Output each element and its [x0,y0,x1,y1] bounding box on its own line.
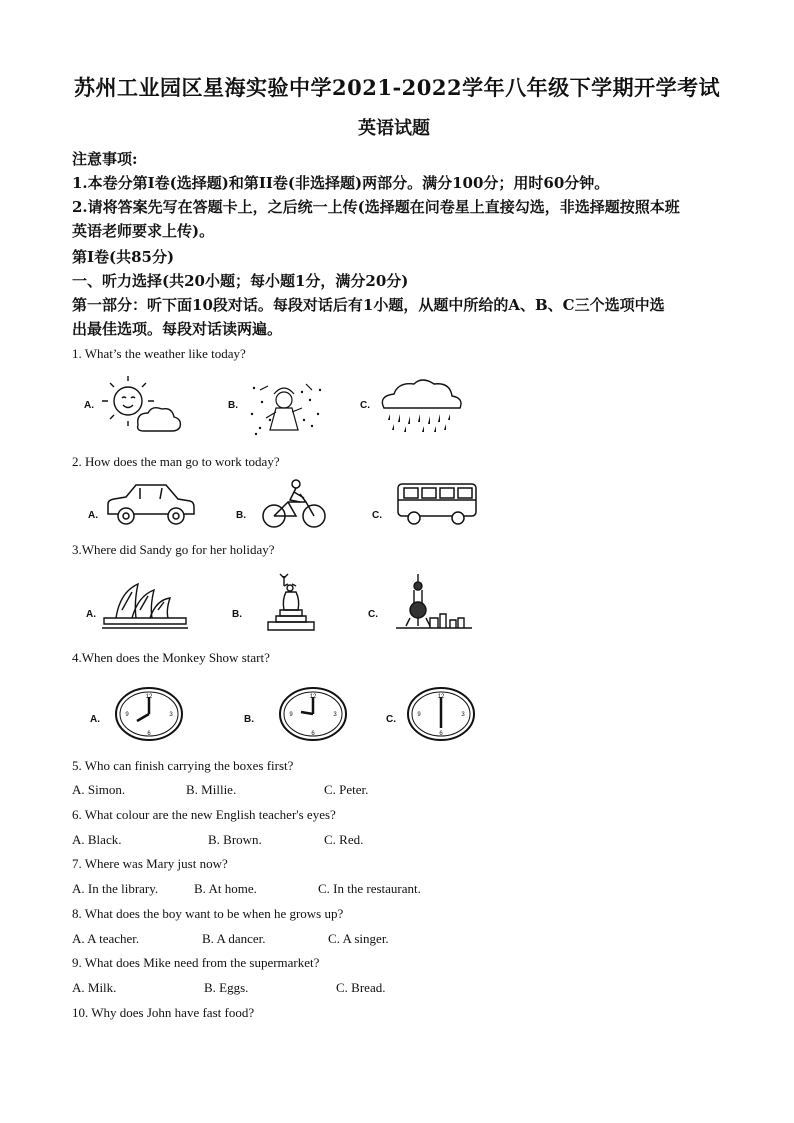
svg-text:12: 12 [309,694,317,700]
question-8: 8. What does the boy want to be when he grows up? [72,906,344,921]
q5-option-a[interactable]: A. Simon. [72,782,126,797]
q2-option-a-label: A. [88,510,98,521]
q4-option-a-label: A. [90,714,100,725]
q1-option-c-label: C. [360,400,370,411]
q9-option-c[interactable]: C. Bread. [336,980,386,995]
clock-face-icon [278,686,348,742]
part-one-heading: 第I卷(共85分) [72,248,175,266]
instructions-line-1: 第一部分：听下面10段对话。每段对话后有1小题，从题中所给的A、B、C三个选项中选 [72,296,665,314]
question-5: 5. Who can finish carrying the boxes first? [72,758,294,773]
q2-option-b-label: B. [236,510,246,521]
q3-option-b-label: B. [232,609,242,620]
notes-heading: 注意事项: [72,150,138,168]
clock-face-icon [114,686,184,742]
listening-heading: 一、听力选择(共20小题；每小题1分，满分20分) [72,272,409,290]
notes-item-1: 1.本卷分第I卷(选择题)和第II卷(非选择题)两部分。满分100分；用时60分钟。 [72,174,610,192]
oriental-pearl-tower-icon [396,572,472,632]
svg-text:3: 3 [333,712,337,718]
question-6: 6. What colour are the new English teacher's eyes? [72,807,336,822]
page-subtitle: 英语试题 [358,118,430,139]
q8-option-c[interactable]: C. A singer. [328,931,389,946]
q5-option-c[interactable]: C. Peter. [324,782,369,797]
q3-option-a-label: A. [86,609,96,620]
q6-option-b[interactable]: B. Brown. [208,832,262,847]
notes-item-2-line-2: 英语老师要求上传)。 [72,222,215,240]
instructions-line-2: 出最佳选项。每段对话读两遍。 [72,320,283,338]
q4-option-c-label: C. [386,714,396,725]
svg-text:3: 3 [461,712,465,718]
svg-text:9: 9 [417,712,421,718]
bus-icon [396,482,478,526]
rain-cloud-icon [376,378,468,438]
snowy-person-icon [246,378,326,438]
q8-option-b[interactable]: B. A dancer. [202,931,266,946]
sydney-opera-house-icon [102,580,188,630]
q1-option-a-label: A. [84,400,94,411]
statue-of-liberty-icon [262,572,320,632]
svg-text:6: 6 [439,731,443,737]
sunny-cloud-icon [98,375,184,435]
q7-option-c[interactable]: C. In the restaurant. [318,881,421,896]
q9-option-b[interactable]: B. Eggs. [204,980,249,995]
question-2: 2. How does the man go to work today? [72,454,280,469]
svg-text:9: 9 [289,712,293,718]
question-9: 9. What does Mike need from the supermarket? [72,955,320,970]
question-10: 10. Why does John have fast food? [72,1005,255,1020]
question-7: 7. Where was Mary just now? [72,856,228,871]
bicycle-icon [262,478,326,530]
q7-option-a[interactable]: A. In the library. [72,881,159,896]
svg-text:9: 9 [125,712,129,718]
q7-option-b[interactable]: B. At home. [194,881,257,896]
q9-option-a[interactable]: A. Milk. [72,980,117,995]
q8-option-a[interactable]: A. A teacher. [72,931,140,946]
clock-face-icon [406,686,476,742]
q2-option-c-label: C. [372,510,382,521]
q6-option-a[interactable]: A. Black. [72,832,122,847]
svg-text:6: 6 [311,731,315,737]
question-3: 3.Where did Sandy go for her holiday? [72,542,275,557]
q6-option-c[interactable]: C. Red. [324,832,364,847]
q4-option-b-label: B. [244,714,254,725]
car-icon [104,482,198,528]
q1-option-b-label: B. [228,400,238,411]
svg-text:12: 12 [437,694,445,700]
svg-text:3: 3 [169,712,173,718]
svg-text:12: 12 [145,694,153,700]
q5-option-b[interactable]: B. Millie. [186,782,237,797]
svg-text:6: 6 [147,731,151,737]
question-4: 4.When does the Monkey Show start? [72,650,270,665]
notes-item-2-line-1: 2.请将答案先写在答题卡上，之后统一上传(选择题在问卷星上直接勾选，非选择题按照本班 [72,198,680,216]
page-title: 苏州工业园区星海实验中学2021-2022学年八年级下学期开学考试 [74,75,721,100]
q3-option-c-label: C. [368,609,378,620]
question-1: 1. What’s the weather like today? [72,346,246,361]
